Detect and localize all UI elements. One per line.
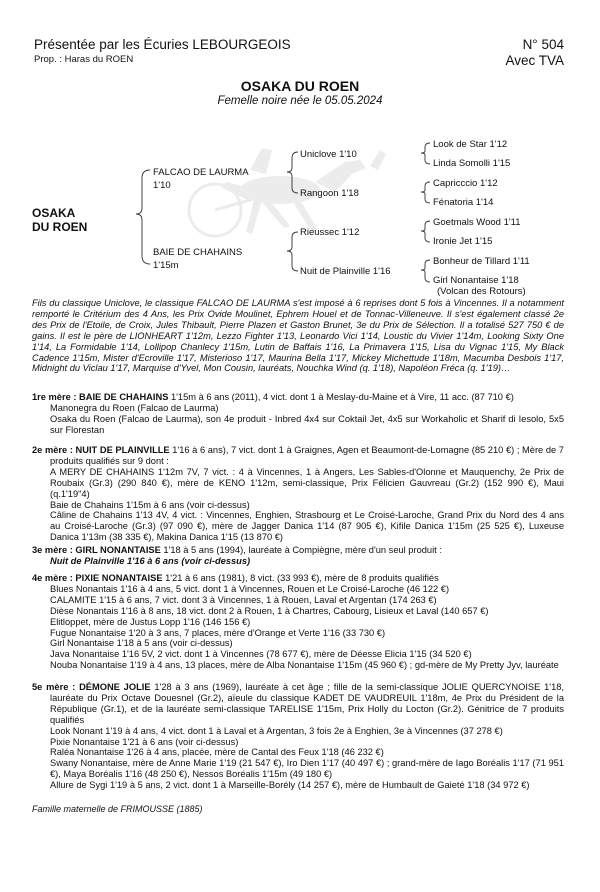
gen3-7: Bonheur de Tillard 1'11 [433, 256, 530, 267]
gen3-6: Ironie Jet 1'15 [433, 236, 493, 247]
mere2-summary [32, 445, 564, 467]
presenter-line: Présentée par les Écuries LEBOURGEOIS [34, 37, 291, 52]
section-mere1 [32, 392, 564, 436]
mere4-summary [32, 573, 564, 584]
mere5-product-3: Raléa Nonantaise 1'26 à 4 ans, placée, mère de Cantal des Feux 1'18 (46 232 €) [50, 747, 384, 758]
gen3-8: Girl Nonantaise 1'18 [433, 275, 519, 286]
mere4-product-1: Blues Nonantais 1'16 à 4 ans, 5 vict. dont 1 à Vincennes, Rouen et Le Croisé-Laroche (46 122 €) [50, 583, 450, 594]
gen2-dam-sire: Rieussec 1'12 [300, 227, 360, 238]
section-mere5 [32, 682, 564, 791]
section-mere2 [32, 445, 564, 543]
tva-label: Avec TVA [505, 53, 564, 68]
gen3-3: Capricccio 1'12 [433, 178, 498, 189]
lot-number: N° 504 [522, 37, 564, 52]
mere4-head: 4e mère : PIXIE NONANTAISE [32, 573, 163, 583]
mere5-text: 1'28 à 3 ans (1969), lauréate à cet âge ; fille de la semi-classique JOLIE QUERCYNOISE 1'18, lauréate du Prix Octave Douesnel (Gr.2), aïeule du classique KADET DE VAUDREUIL 1'18m, 4e Prix du Président de la République (Gr.1), et de la lauréate semi-classique TARELISE 1'15m, Prix Holly du Locton (Gr.2). Génitrice de 7 produits qualifiés [50, 682, 564, 725]
pedigree-chart [0, 130, 600, 295]
mere4-product-5: Fugue Nonantaise 1'20 à 3 ans, 7 places, mère d'Orange et Verte 1'16 (33 730 €) [50, 627, 386, 638]
gen3-2: Linda Somolli 1'15 [433, 158, 511, 169]
pedigree-horse-name [32, 206, 87, 234]
mere5-product-5: Allure de Sygi 1'19 à 5 ans, 2 vict. dont 1 à Marseille-Borély (14 257 €), mère de Humbault de Gaieté 1'18 (34 972 €) [50, 780, 530, 791]
mere1-summary [32, 392, 564, 403]
mere4-product-2: CALAMITE 1'15 à 6 ans, 7 vict. dont 3 à Vincennes, 1 à Rouen, Laval et Argentan (174 263 €) [50, 594, 437, 605]
owner-line: Prop. : Haras du ROEN [34, 54, 134, 65]
gen3-8-sire: (Volcan des Rotours) [437, 286, 526, 297]
mere4-product-7: Java Nonantaise 1'16 5V, 2 vict. dont 1 à Vincennes (78 677 €), mère de Déesse Elicia 1'15 (34 520 €) [50, 649, 472, 660]
mere1-head: 1re mère : BAIE DE CHAHAINS [32, 392, 169, 402]
gen3-5: Goetmals Wood 1'11 [433, 217, 521, 228]
sire-record: 1'10 [153, 180, 171, 191]
sire-name: FALCAO DE LAURMA [153, 167, 249, 178]
mere4-product-4: Elitloppet, mère de Justus Lopp 1'16 (146 156 €) [50, 616, 251, 627]
horse-name-line2: DU ROEN [32, 220, 88, 234]
dam-record: 1'15m [153, 260, 179, 271]
mere5-product-1: Look Nonant 1'19 à 4 ans, 4 vict. dont 1 à Laval et à Argentan, 3 fois 2e à Enghien, 3e à Vincennes (37 278 €) [50, 725, 503, 736]
mere2-text: 1'16 à 6 ans), 7 vict. dont 1 à Graignes, Agen et Beaumont-de-Lomagne (85 210 €) ; Mère de 7 produits qualifiés sur 9 dont : [50, 445, 564, 466]
mere2-head: 2e mère : NUIT DE PLAINVILLE [32, 445, 170, 455]
mere5-summary [32, 682, 564, 726]
mere1-product-2: Osaka du Roen (Falcao de Laurma), son 4e produit - Inbred 4x4 sur Coktail Jet, 4x5 sur Workaholic et Sharif di Iesolo, 5x5 sur Florestan [50, 413, 564, 435]
mere2-product-1: A MERY DE CHAHAINS 1'12m 7V, 7 vict. : 4 à Vincennes, 1 à Angers, Les Sables-d'Olonne et Mauquenchy, 2e Prix de Roubaix (Gr.3) (290 840 €), mère de KENO 1'12m, semi-classique, Prix Félicien Gauvreau (Gr.2) (152 990 €), Maui (q.1'19"4) [50, 466, 564, 499]
horse-title: OSAKA DU ROEN [240, 78, 360, 94]
gen3-4: Fénatoria 1'14 [433, 197, 494, 208]
mere5-product-4: Swany Nonantaise, mère de Anne Marie 1'19 (21 547 €), Iro Dien 1'17 (40 497 €) ; grand-mère de Iago Boréalis 1'17 (71 951 €), Maya Boréalis 1'16 (48 250 €), Nessos Boréalis 1'15m (49 180 €) [50, 758, 564, 780]
gen2-sire-sire: Uniclove 1'10 [300, 149, 357, 160]
mere1-product-1: Manonegra du Roen (Falcao de Laurma) [50, 402, 219, 413]
mere2-product-2: Baie de Chahains 1'15m à 6 ans (voir ci-dessus) [50, 499, 250, 510]
mere1-text: 1'15m à 6 ans (2011), 4 vict. dont 1 à Meslay-du-Maine et à Vire, 11 acc. (87 710 €) [170, 392, 514, 402]
mere5-product-2: Pixie Nonantaise 1'21 à 6 ans (voir ci-dessus) [50, 736, 239, 747]
mere4-product-8: Nouba Nonantaise 1'19 à 4 ans, 13 places, mère de Alba Nonantaise 1'15m (45 960 €) ; gd-mère de My Pretty Jyv, lauréate [50, 660, 559, 671]
horse-name-line1: OSAKA [32, 206, 76, 220]
sire-presentation [32, 298, 564, 374]
gen3-1: Look de Star 1'12 [433, 139, 508, 150]
horse-description: Femelle noire née le 05.05.2024 [217, 95, 383, 107]
gen2-dam-dam: Nuit de Plainville 1'16 [300, 266, 391, 277]
mere3-product-1: Nuit de Plainville 1'16 à 6 ans (voir ci-dessus) [50, 555, 251, 566]
mere4-text: 1'21 à 6 ans (1981), 8 vict. (33 993 €), mère de 8 produits qualifiés [165, 573, 439, 583]
mere3-head: 3e mère : GIRL NONANTAISE [32, 545, 161, 555]
mere3-text: 1'18 à 5 ans (1994), lauréate à Compiègne, mère d'un seul produit : [163, 545, 442, 555]
mere4-product-6: Girl Nonantaise 1'18 à 5 ans (voir ci-dessus) [50, 638, 233, 649]
dam-name: BAIE DE CHAHAINS [153, 247, 243, 258]
mere4-product-3: Dièse Nonantais 1'16 à 8 ans, 18 vict. dont 2 à Rouen, 1 à Chartres, Cabourg, Lisieux et Laval (140 657 €) [50, 605, 489, 616]
section-mere4 [32, 573, 564, 671]
mere3-summary [32, 545, 564, 556]
maternal-family: Famille maternelle de FRIMOUSSE (1885) [32, 804, 203, 814]
gen2-sire-dam: Rangoon 1'18 [300, 188, 359, 199]
mere5-head: 5e mère : DÉMONE JOLIE [32, 682, 151, 692]
section-mere3 [32, 545, 564, 567]
intro-paragraph: Fils du classique Uniclove, le classique FALCAO DE LAURMA s'est imposé à 6 reprises dont 5 fois à Vincennes. Il a notamment remporté le Critérium des 4 Ans, les Prix Ovide Moulinet, Ephrem Houel et de Tonnac-Villeneuve. Il s'est également classé 2e des Prix de l'Etoile, de Croix, Jules Thibault, Pierre Plazen et Gaston Brunet, 3e du Prix de Sélection. Il a totalisé 527 750 € de gains. Il est le père de LIONHEART 1'12m, Lezzo Fighter 1'13, Leonardo Vici 1'14, Loustic du Vivier 1'14m, Looking Sixty One 1'14, La Formidable 1'14, Lollipop Chanlecy 1'15m, Lutin de Baffais 1'16, La Primavera 1'15, Lisa du Vignac 1'15, My Black Cadence 1'15m, Mister d'Ecroville 1'17, Misterioso 1'17, Maurina Bella 1'17, Mickey Michettude 1'18m, Macumba Desbois 1'17, Midnight du Viclau 1'17, Marquise d'Yvel, Mon Cousin, lauréats, Nouchka Wind (q. 1'18), Napoléon Fréca (q. 1'19)… [32, 298, 564, 374]
mere2-product-3: Câline de Chahains 1'13 4V, 4 vict. : Vincennes, Enghien, Strasbourg et Le Croisé-Laroche, Grand Prix du Nord des 4 ans au Croisé-Laroche (Gr.3) (97 090 €), mère de Jagger Danica 1'14 (87 905 €), Kifile Danica 1'15m (25 525 €), Luxeuse Danica 1'13m (38 335 €), Makina Danica 1'15 (13 870 €) [50, 510, 564, 543]
